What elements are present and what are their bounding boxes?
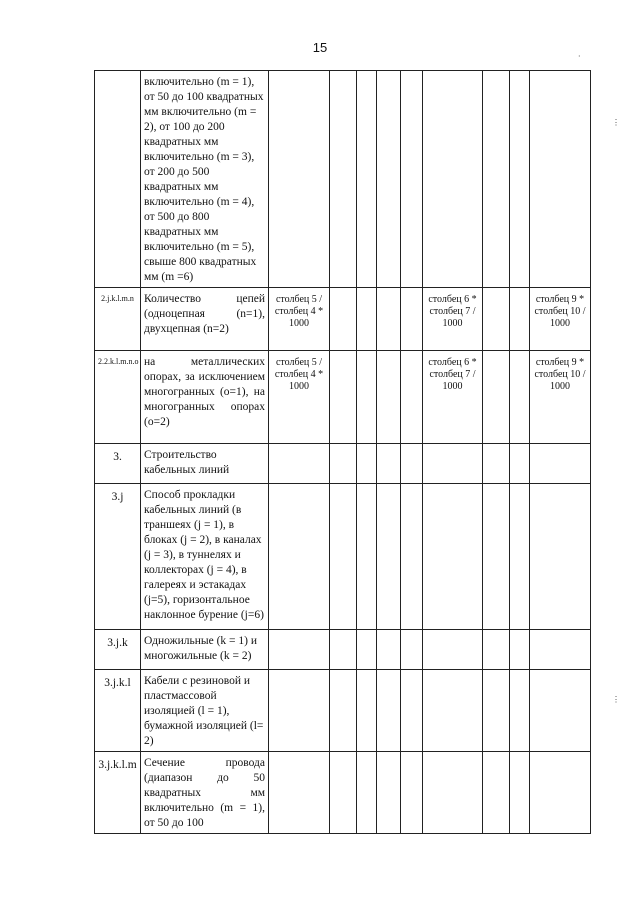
empty-cell [401, 351, 423, 444]
scan-speck: ⋮ [612, 695, 620, 704]
empty-cell [377, 752, 401, 834]
table-row [95, 752, 591, 834]
empty-cell [330, 288, 357, 351]
formula-cell [530, 752, 591, 834]
empty-cell [357, 71, 377, 288]
formula-cell: столбец 9 * столбец 10 / 1000 [530, 351, 591, 444]
row-description: Строительство кабельных линий [141, 444, 269, 484]
empty-cell [330, 752, 357, 834]
row-description: Одножильные (k = 1) и многожильные (k = 2) [141, 630, 269, 670]
empty-cell [483, 351, 510, 444]
empty-cell [377, 630, 401, 670]
empty-cell [357, 351, 377, 444]
table-row [95, 484, 591, 630]
formula-cell [423, 444, 483, 484]
empty-cell [510, 630, 530, 670]
formula-cell [530, 71, 591, 288]
row-number [95, 71, 141, 288]
empty-cell [330, 484, 357, 630]
empty-cell [483, 630, 510, 670]
empty-cell [377, 351, 401, 444]
table-row [95, 351, 591, 444]
formula-cell [423, 630, 483, 670]
page-number: 15 [312, 40, 328, 55]
empty-cell [483, 444, 510, 484]
formula-cell [423, 670, 483, 752]
formula-cell: столбец 9 * столбец 10 / 1000 [530, 288, 591, 351]
row-number: 3. [95, 444, 141, 484]
row-number: 3.j.k.l.m [95, 752, 141, 834]
formula-cell [423, 752, 483, 834]
empty-cell [357, 444, 377, 484]
formula-cell [269, 484, 330, 630]
empty-cell [401, 288, 423, 351]
row-description: Способ прокладки кабельных линий (в траншеях (j = 1), в блоках (j = 2), в каналах (j = 3), в туннелях и коллекторах (j = 4), в галереях и эстакадах (j=5), горизонтальное наклонное бурение (j=6) [141, 484, 269, 630]
empty-cell [357, 630, 377, 670]
row-description: на металлических опорах, за исключением многогранных (o=1), на многогранных опорах (o=2) [141, 351, 269, 444]
table-row [95, 630, 591, 670]
empty-cell [401, 630, 423, 670]
empty-cell [330, 444, 357, 484]
empty-cell [510, 484, 530, 630]
empty-cell [401, 484, 423, 630]
row-number: 3.j.k.l [95, 670, 141, 752]
empty-cell [401, 444, 423, 484]
tariff-table [94, 70, 591, 834]
row-number: 2.2.k.l.m.n.o [95, 351, 141, 444]
empty-cell [377, 484, 401, 630]
formula-cell [423, 484, 483, 630]
empty-cell [330, 351, 357, 444]
empty-cell [483, 670, 510, 752]
row-description: Кабели с резиновой и пластмассовой изоляцией (l = 1), бумажной изоляцией (l= 2) [141, 670, 269, 752]
formula-cell [530, 630, 591, 670]
formula-cell [269, 752, 330, 834]
empty-cell [377, 444, 401, 484]
empty-cell [377, 288, 401, 351]
empty-cell [510, 752, 530, 834]
empty-cell [357, 288, 377, 351]
formula-cell [269, 71, 330, 288]
formula-cell: столбец 6 * столбец 7 / 1000 [423, 288, 483, 351]
formula-cell [269, 670, 330, 752]
table-row [95, 670, 591, 752]
empty-cell [483, 752, 510, 834]
scan-speck: ⋮ [612, 118, 620, 127]
empty-cell [357, 670, 377, 752]
formula-cell [269, 630, 330, 670]
empty-cell [357, 752, 377, 834]
table-row [95, 444, 591, 484]
empty-cell [510, 71, 530, 288]
row-number: 3.j.k [95, 630, 141, 670]
formula-cell [269, 444, 330, 484]
row-description: Количество цепей (одноцепная (n=1), двухцепная (n=2) [141, 288, 269, 351]
formula-cell: столбец 5 / столбец 4 * 1000 [269, 288, 330, 351]
table-row [95, 71, 591, 288]
formula-cell [530, 670, 591, 752]
scan-speck: ⋅ [578, 52, 581, 61]
empty-cell [483, 484, 510, 630]
empty-cell [510, 351, 530, 444]
empty-cell [510, 288, 530, 351]
table-row [95, 288, 591, 351]
empty-cell [483, 288, 510, 351]
row-number: 3.j [95, 484, 141, 630]
empty-cell [377, 670, 401, 752]
row-description: Сечение провода (диапазон до 50 квадратных мм включительно (m = 1), от 50 до 100 [141, 752, 269, 834]
empty-cell [377, 71, 401, 288]
empty-cell [401, 670, 423, 752]
empty-cell [401, 71, 423, 288]
empty-cell [330, 630, 357, 670]
formula-cell [530, 484, 591, 630]
formula-cell [423, 71, 483, 288]
empty-cell [357, 484, 377, 630]
row-description: включительно (m = 1), от 50 до 100 квадратных мм включительно (m = 2), от 100 до 200 квадратных мм включительно (m = 3), от 200 до 500 квадратных мм включительно (m = 4), от 500 до 800 квадратных мм включительно (m = 5), свыше 800 квадратных мм (m =6) [141, 71, 269, 288]
empty-cell [330, 670, 357, 752]
formula-cell: столбец 5 / столбец 4 * 1000 [269, 351, 330, 444]
row-number: 2.j.k.l.m.n [95, 288, 141, 351]
empty-cell [401, 752, 423, 834]
formula-cell: столбец 6 * столбец 7 / 1000 [423, 351, 483, 444]
empty-cell [483, 71, 510, 288]
empty-cell [510, 670, 530, 752]
formula-cell [530, 444, 591, 484]
empty-cell [510, 444, 530, 484]
empty-cell [330, 71, 357, 288]
